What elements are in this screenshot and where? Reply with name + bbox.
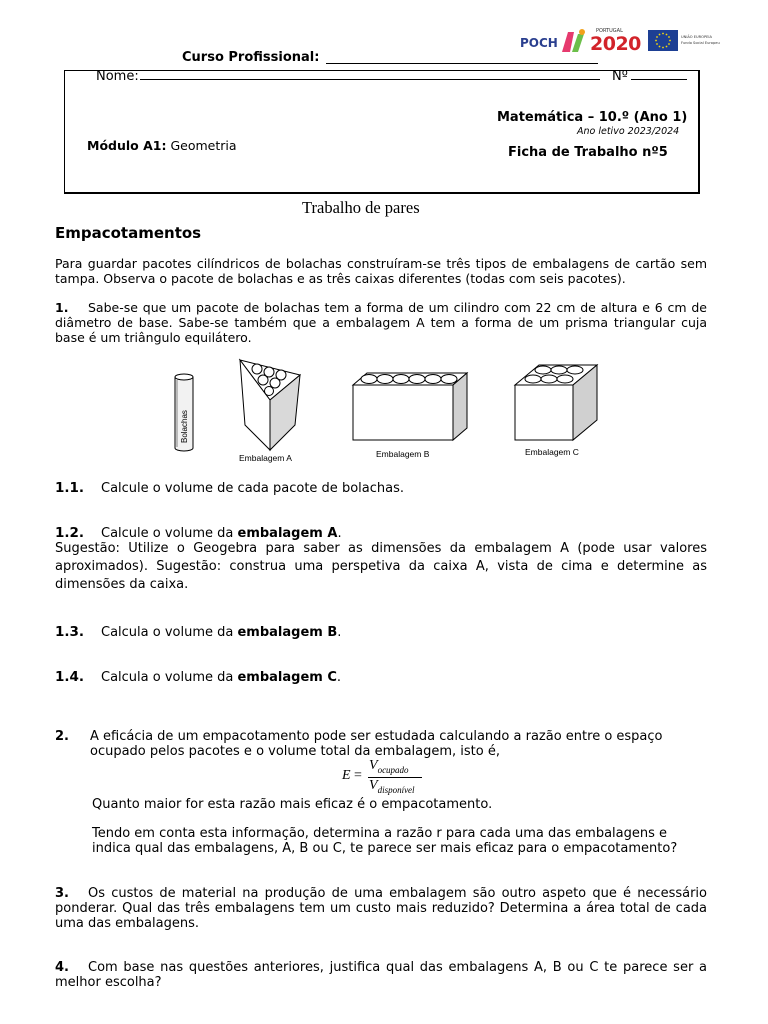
formula-numerator-v: V xyxy=(369,758,378,773)
work-type: Trabalho de pares xyxy=(302,198,420,217)
formula-eq: = xyxy=(354,768,362,783)
formula-numerator-sub: ocupado xyxy=(377,764,409,775)
name-line xyxy=(140,70,600,80)
question-3-text: Os custos de material na produção de uma embalagem são outro aspeto que é necessário ponderar. Qual das três embalagens tem um custo mais reduzido? Determina a área total de cada uma das embalagens. xyxy=(55,886,707,931)
question-3-number: 3. xyxy=(55,886,69,901)
school-year: Ano letivo 2023/2024 xyxy=(577,126,680,137)
program-2020: 2020 xyxy=(590,33,641,55)
question-2-after-formula: Quanto maior for esta razão mais eficaz é o empacotamento. xyxy=(92,797,493,812)
section-title: Empacotamentos xyxy=(55,224,202,242)
course-label: Curso Profissional: xyxy=(182,50,320,65)
question-1-2-end: . xyxy=(337,526,342,541)
question-4 xyxy=(55,960,707,990)
module-name: Geometria xyxy=(170,138,237,153)
question-1-3-end: . xyxy=(337,625,342,640)
question-1-3-text: Calcula o volume da xyxy=(101,625,238,640)
question-1-4-end: . xyxy=(336,670,342,685)
question-1-2-number: 1.2. xyxy=(55,525,85,541)
label-package-b: Embalagem B xyxy=(376,449,430,459)
question-4-number: 4. xyxy=(55,960,69,975)
label-package-c: Embalagem C xyxy=(525,447,579,457)
question-1-1 xyxy=(55,480,404,496)
eu-flag-icon xyxy=(648,30,678,51)
question-2-number: 2. xyxy=(55,729,69,744)
question-1-1-text: Calcule o volume de cada pacote de bolachas. xyxy=(101,481,404,496)
question-1-4-number: 1.4. xyxy=(55,669,85,685)
module-label: Módulo A1: xyxy=(87,138,167,153)
question-1-4-text: Calcula o volume da xyxy=(101,670,238,685)
question-1-4 xyxy=(55,669,341,685)
question-4-text: Com base nas questões anteriores, justifica qual das embalagens A, B ou C te parece ser a melhor escolha? xyxy=(55,960,707,990)
question-1-2-hint: Sugestão: Utilize o Geogebra para saber as dimensões da embalagem A (pode usar valores aproximados). Sugestão: construa uma perspetiva da caixa A, vista de cima e determine as dimensões da caixa. xyxy=(55,541,707,592)
poch-logo xyxy=(518,28,641,55)
eu-line2: Fundo Social Europeu xyxy=(681,41,720,45)
number-label: Nº xyxy=(612,69,628,84)
module xyxy=(87,138,237,153)
packages-figure xyxy=(165,355,605,465)
number-line xyxy=(631,70,687,80)
formula-denominator xyxy=(369,778,415,795)
formula-lhs: E xyxy=(342,768,351,783)
efficiency-formula xyxy=(342,758,432,798)
name-label: Nome: xyxy=(96,69,139,84)
poch-emblem-icon xyxy=(558,28,592,54)
label-package-a: Embalagem A xyxy=(239,453,292,463)
question-3 xyxy=(55,886,707,931)
question-1-2-bold: embalagem A xyxy=(237,526,338,541)
formula-denominator-v: V xyxy=(369,778,378,793)
question-1-4-bold: embalagem C xyxy=(237,670,337,685)
cylinder-label: Bolachas xyxy=(180,410,189,443)
formula-numerator xyxy=(369,758,409,775)
question-1-number: 1. xyxy=(55,300,69,315)
question-2-task: Tendo em conta esta informação, determina a razão r para cada uma das embalagens e indica qual das embalagens, A, B ou C, te parece ser mais eficaz para o empacotamento? xyxy=(92,826,678,856)
package-a xyxy=(240,360,300,450)
question-1 xyxy=(55,300,707,345)
subject-title: Matemática – 10.º (Ano 1) xyxy=(497,110,688,125)
question-2-text: A eficácia de um empacotamento pode ser estudada calculando a razão entre o espaço ocupado pelos pacotes e o volume total da embalagem, isto é, xyxy=(90,729,663,759)
eu-line1: UNIÃO EUROPEIA xyxy=(681,35,712,39)
course-line xyxy=(326,54,598,64)
question-1-3-bold: embalagem B xyxy=(237,625,338,640)
worksheet-title: Ficha de Trabalho nº5 xyxy=(508,145,668,160)
package-c xyxy=(515,365,597,440)
question-1-1-number: 1.1. xyxy=(55,480,85,496)
question-1-2-text: Calcule o volume da xyxy=(101,526,238,541)
question-1-3-number: 1.3. xyxy=(55,624,85,640)
question-1-text: Sabe-se que um pacote de bolachas tem a forma de um cilindro com 22 cm de altura e 6 cm de diâmetro de base. Sabe-se também que a embalagem A tem a forma de um prisma triangular cuja base é um triângulo equilátero. xyxy=(55,300,707,345)
intro-paragraph: Para guardar pacotes cilíndricos de bolachas construíram-se três tipos de embalagens de cartão sem tampa. Observa o pacote de bolachas e as três caixas diferentes (todas com seis pacotes). xyxy=(55,256,707,286)
question-1-2 xyxy=(55,525,342,541)
question-1-3 xyxy=(55,624,341,640)
package-b xyxy=(353,373,467,440)
portugal-label: PORTUGAL xyxy=(596,28,623,34)
formula-denominator-sub: disponível xyxy=(377,784,415,795)
eu-logo xyxy=(648,30,720,54)
poch-logo-text: POCH xyxy=(520,36,558,50)
